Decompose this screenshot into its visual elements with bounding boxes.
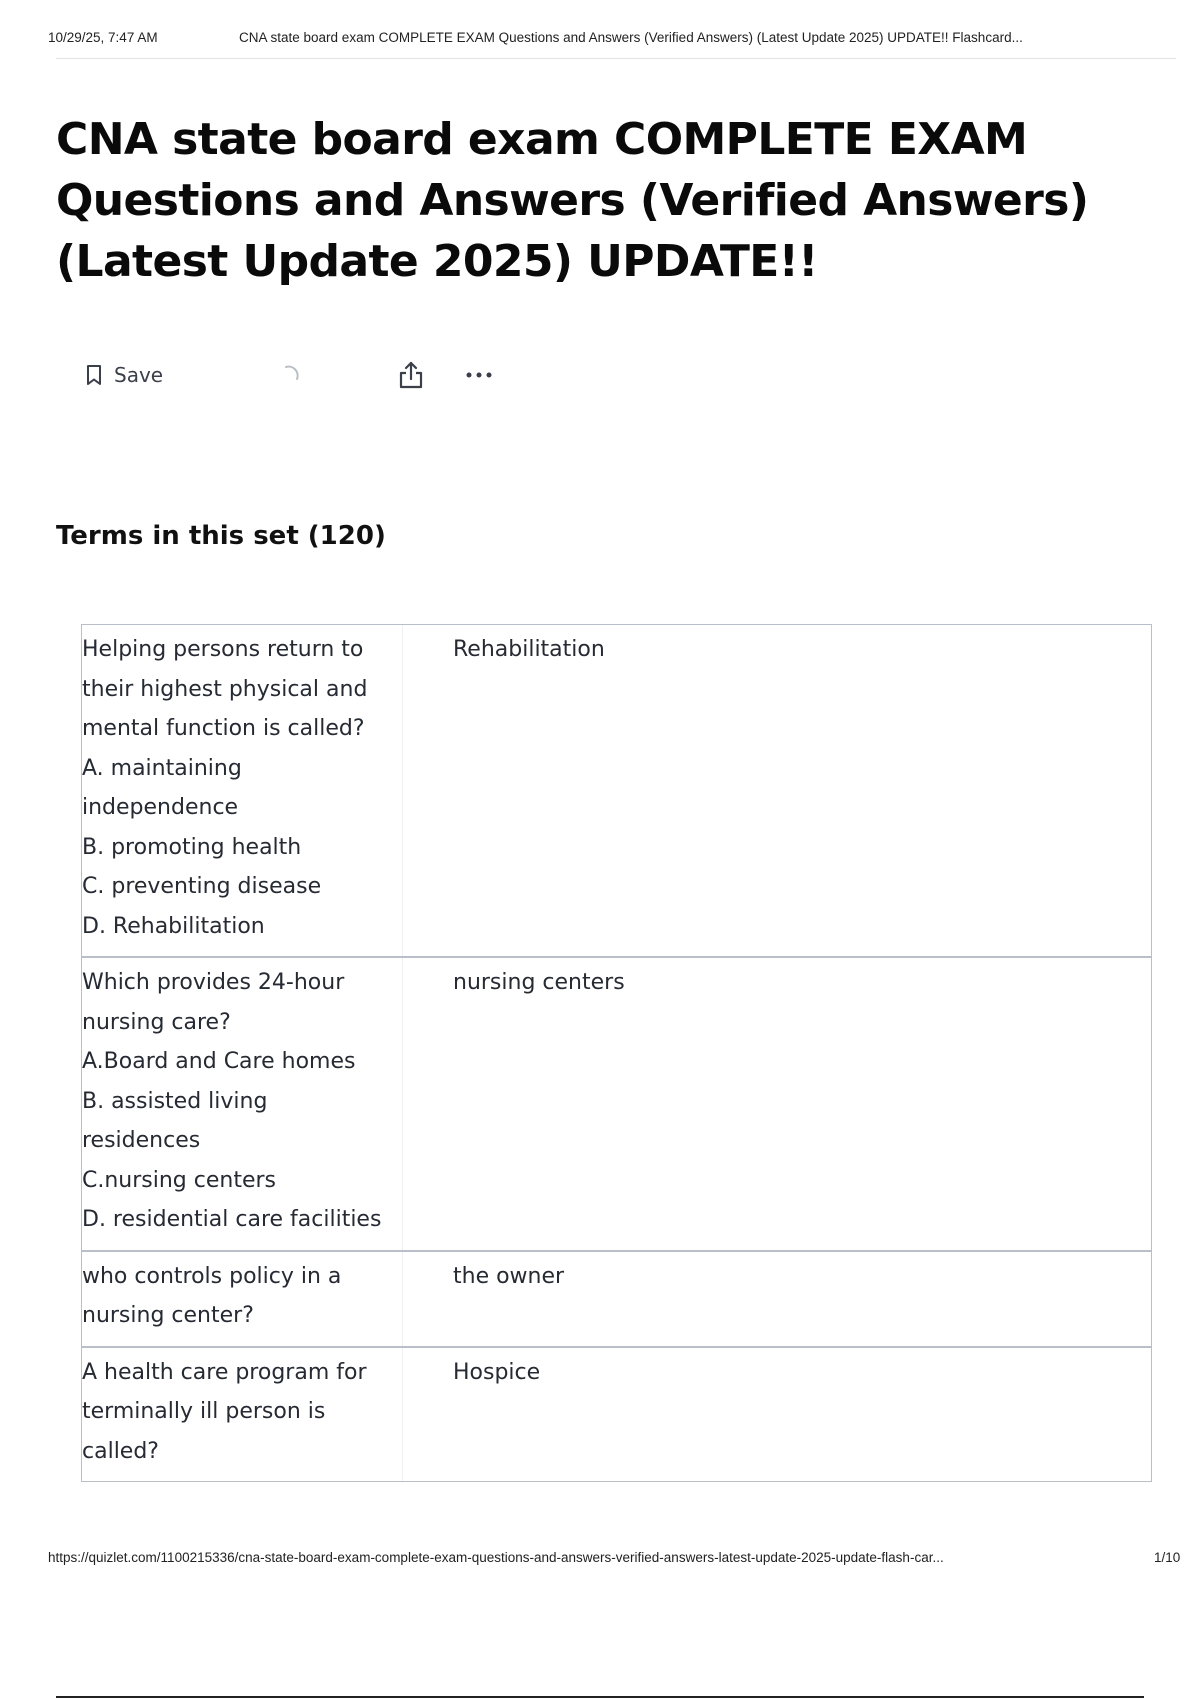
term-row	[82, 956, 1151, 1250]
term-answer: Rehabilitation	[453, 637, 605, 662]
term-answer: the owner	[453, 1263, 565, 1289]
terms-heading: Terms in this set (120)	[56, 521, 386, 551]
terms-table	[81, 624, 1152, 1482]
bookmark-icon	[86, 364, 102, 386]
term-answer: nursing centers	[453, 970, 625, 995]
term-question: who controls policy in a nursing center?	[82, 1252, 403, 1346]
term-row	[82, 1346, 1151, 1482]
bottom-divider	[56, 1696, 1144, 1698]
print-datetime: 10/29/25, 7:47 AM	[48, 30, 158, 45]
page-number: 1/10	[1154, 1550, 1181, 1565]
print-doc-title: CNA state board exam COMPLETE EXAM Questions and Answers (Verified Answers) (Latest Update 2025) UPDATE!! Flashcard...	[239, 30, 1023, 45]
save-button[interactable]	[86, 357, 163, 393]
share-icon[interactable]	[396, 360, 426, 390]
spinner-icon	[278, 363, 302, 387]
header-divider	[56, 58, 1176, 59]
term-question: A health care program for terminally ill person is called?	[82, 1348, 403, 1482]
term-answer: Hospice	[453, 1359, 541, 1385]
page-url[interactable]: https://quizlet.com/1100215336/cna-state-board-exam-complete-exam-questions-and-answers-verified-answers-latest-update-2025-update-flash-car...	[48, 1550, 944, 1565]
term-row	[82, 625, 1151, 956]
more-horizontal-icon[interactable]	[462, 360, 496, 390]
save-label: Save	[114, 363, 164, 387]
term-row	[82, 1250, 1151, 1346]
term-question: Which provides 24-hour nursing care? A.Board and Care homes B. assisted living residences C.nursing centers D. residential care facilities	[82, 958, 403, 1250]
term-question: Helping persons return to their highest physical and mental function is called? A. maintaining independence B. promoting health C. preventing disease D. Rehabilitation	[82, 625, 403, 956]
page-title: CNA state board exam COMPLETE EXAM Questions and Answers (Verified Answers) (Latest Update 2025) UPDATE!!	[56, 114, 1089, 287]
set-toolbar	[86, 357, 526, 393]
